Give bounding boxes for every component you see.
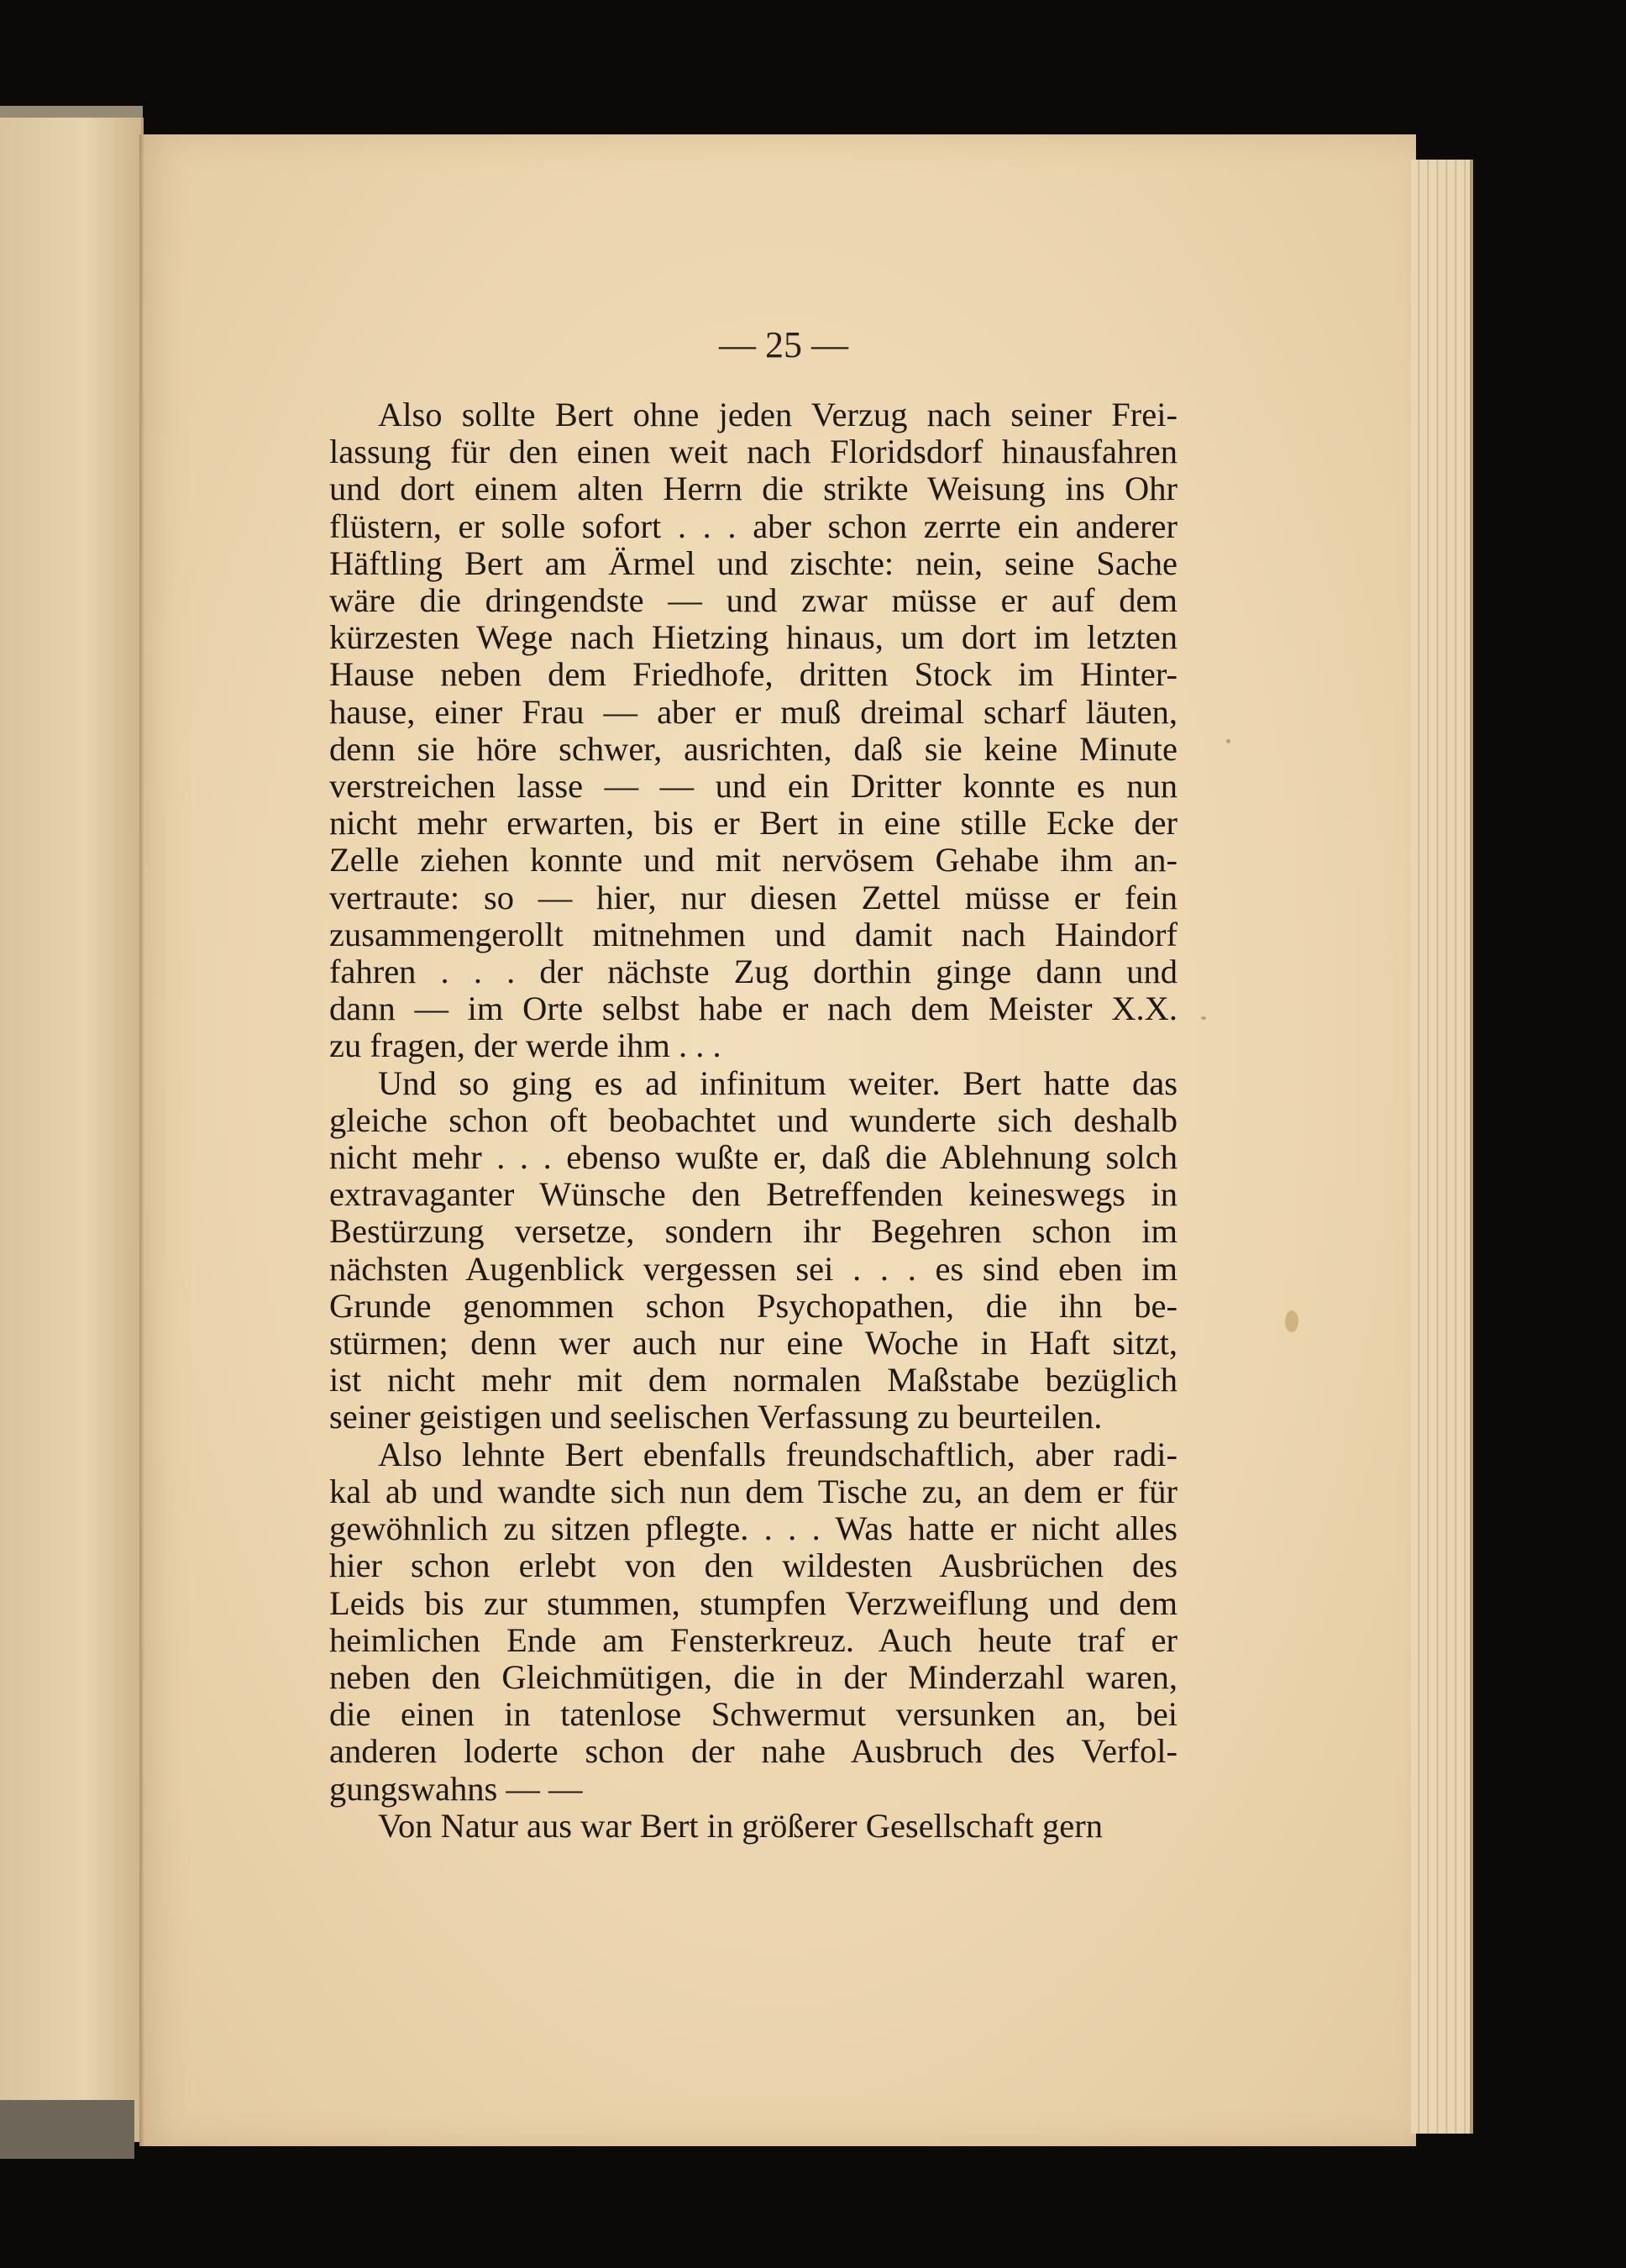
text-line: Zelle ziehen konnte und mit nervösem Gehabe ihm an- — [329, 841, 1178, 879]
text-line: ist nicht mehr mit dem normalen Maßstabe bezüglich — [329, 1361, 1178, 1399]
text-line: wäre die dringendste — und zwar müsse er auf dem — [329, 581, 1178, 620]
text-line: Von Natur aus war Bert in größerer Gesellschaft gern — [378, 1806, 1103, 1845]
text-line: Grunde genommen schon Psychopathen, die ihn be- — [329, 1286, 1178, 1325]
text-line: flüstern, er solle sofort . . . aber schon zerrte ein anderer — [329, 507, 1178, 545]
text-line: neben den Gleichmütigen, die in der Minderzahl waren, — [329, 1657, 1178, 1696]
text-line: hause, einer Frau — aber er muß dreimal scharf läuten, — [329, 692, 1178, 731]
text-line: gleiche schon oft beobachtet und wunderte sich deshalb — [329, 1100, 1178, 1139]
text-line: anderen loderte schon der nahe Ausbruch des Verfol- — [329, 1732, 1178, 1771]
text-line: Bestürzung versetze, sondern ihr Begehren schon im — [329, 1212, 1178, 1251]
text-line: hier schon erlebt von den wildesten Ausbrüchen des — [329, 1546, 1178, 1585]
text-line: Also sollte Bert ohne jeden Verzug nach seiner Frei- — [378, 396, 1178, 433]
text-line: lassung für den einen weit nach Floridsdorf hinausfahren — [329, 433, 1178, 471]
text-line: nicht mehr erwarten, bis er Bert in eine stille Ecke der — [329, 804, 1178, 843]
text-line: Und so ging es ad infinitum weiter. Bert hatte das — [378, 1063, 1178, 1102]
paper-speck — [1201, 1016, 1206, 1020]
text-line: verstreichen lasse — — und ein Dritter konnte es nun — [329, 767, 1178, 806]
text-line: fahren . . . der nächste Zug dorthin ginge dann und — [329, 953, 1178, 991]
text-line: nächsten Augenblick vergessen sei . . . es sind eben im — [329, 1249, 1178, 1288]
paper-speck — [1226, 739, 1230, 743]
text-line: seiner geistigen und seelischen Verfassung zu beurteilen. — [329, 1398, 1103, 1436]
left-page-edge — [0, 118, 144, 2142]
text-line: zu fragen, der werde ihm . . . — [329, 1026, 721, 1065]
paragraph — [329, 1436, 1178, 1808]
text-line: Häftling Bert am Ärmel und zischte: nein, seine Sache — [329, 543, 1178, 582]
paragraph — [329, 1065, 1178, 1436]
paragraph — [329, 396, 1178, 1065]
left-cover-corner — [0, 2100, 134, 2159]
text-line: Also lehnte Bert ebenfalls freundschaftlich, aber radi- — [378, 1435, 1178, 1473]
text-line: gewöhnlich zu sitzen pflegte. . . . Was hatte er nicht alles — [329, 1509, 1178, 1548]
text-line: stürmen; denn wer auch nur eine Woche in Haft sitzt, — [329, 1324, 1178, 1362]
text-line: nicht mehr . . . ebenso wußte er, daß die Ablehnung solch — [329, 1138, 1178, 1177]
text-line: dann — im Orte selbst habe er nach dem Meister X.X. — [329, 990, 1178, 1028]
page-stack-edge — [1411, 160, 1473, 2134]
text-line: kürzesten Wege nach Hietzing hinaus, um dort im letzten — [329, 618, 1178, 657]
body-text — [329, 396, 1178, 1845]
page-number-text: — 25 — — [719, 324, 848, 365]
text-line: Leids bis zur stummen, stumpfen Verzweiflung und dem — [329, 1583, 1178, 1622]
text-line: heimlichen Ende am Fensterkreuz. Auch heute traf er — [329, 1620, 1178, 1659]
page-number — [0, 323, 1626, 366]
text-line: vertraute: so — hier, nur diesen Zettel müsse er fein — [329, 878, 1178, 916]
paper-stain — [1285, 1310, 1298, 1332]
text-line: zusammengerollt mitnehmen und damit nach Haindorf — [329, 915, 1178, 953]
text-line: denn sie höre schwer, ausrichten, daß sie keine Minute — [329, 729, 1178, 768]
gutter-shadow — [139, 134, 144, 2146]
text-line: und dort einem alten Herrn die strikte Weisung ins Ohr — [329, 470, 1178, 508]
text-line: Hause neben dem Friedhofe, dritten Stock im Hinter- — [329, 655, 1178, 694]
text-line: die einen in tatenlose Schwermut versunken an, bei — [329, 1695, 1178, 1734]
text-line: kal ab und wandte sich nun dem Tische zu, an dem er für — [329, 1472, 1178, 1510]
paragraph — [329, 1808, 1178, 1845]
text-line: gungswahns — — — [329, 1769, 583, 1808]
text-line: extravaganter Wünsche den Betreffenden keineswegs in — [329, 1175, 1178, 1214]
